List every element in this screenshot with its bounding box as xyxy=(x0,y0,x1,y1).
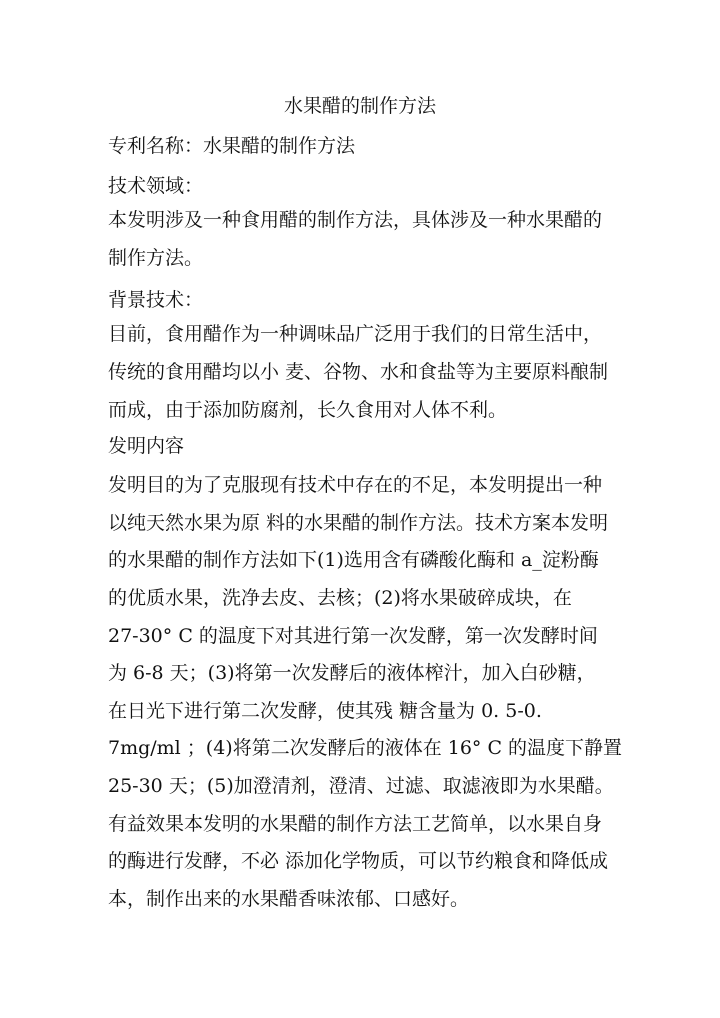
paragraph-line: 的优质水果，洗净去皮、去核；(2)将水果破碎成块，在 xyxy=(108,587,572,609)
paragraph-line: 本，制作出来的水果醋香味浓郁、口感好。 xyxy=(108,888,470,910)
paragraph-line: 有益效果本发明的水果醋的制作方法工艺简单，以水果自身 xyxy=(108,813,603,835)
section-heading-invention-content: 发明内容 xyxy=(108,435,185,457)
paragraph-line: 为 6-8 天；(3)将第一次发酵后的液体榨汁，加入白砂糖， xyxy=(108,662,596,684)
paragraph-line: 的水果醋的制作方法如下(1)选用含有磷酸化酶和 a_淀粉酶 xyxy=(108,549,599,571)
document-title: 水果醋的制作方法 xyxy=(283,95,436,117)
patent-name-line: 专利名称：水果醋的制作方法 xyxy=(108,135,356,157)
paragraph-line: 目前，食用醋作为一种调味品广泛用于我们的日常生活中， xyxy=(108,323,603,345)
paragraph-line: 发明目的为了克服现有技术中存在的不足，本发明提出一种 xyxy=(108,474,603,496)
paragraph-line: 制作方法。 xyxy=(108,247,204,269)
section-heading-background: 背景技术： xyxy=(108,289,204,311)
section-heading-technical-field: 技术领域： xyxy=(108,175,204,197)
paragraph-line: 传统的食用醋均以小 麦、谷物、水和食盐等为主要原料酿制 xyxy=(108,361,609,383)
paragraph-line: 25-30 天；(5)加澄清剂，澄清、过滤、取滤液即为水果醋。 xyxy=(108,775,614,797)
paragraph-line: 27-30° C 的温度下对其进行第一次发酵，第一次发酵时间 xyxy=(108,625,598,647)
paragraph-line: 而成，由于添加防腐剂，长久食用对人体不利。 xyxy=(108,399,508,421)
paragraph-line: 的酶进行发酵，不必 添加化学物质，可以节约粮食和降低成 xyxy=(108,850,609,872)
paragraph-line: 7mg/ml ；(4)将第二次发酵后的液体在 16° C 的温度下静置 xyxy=(108,737,623,759)
paragraph-line: 本发明涉及一种食用醋的制作方法，具体涉及一种水果醋的 xyxy=(108,209,603,231)
paragraph-line: 在日光下进行第二次发酵，使其残 糖含量为 0. 5-0. xyxy=(108,700,542,722)
paragraph-line: 以纯天然水果为原 料的水果醋的制作方法。技术方案本发明 xyxy=(108,512,609,534)
